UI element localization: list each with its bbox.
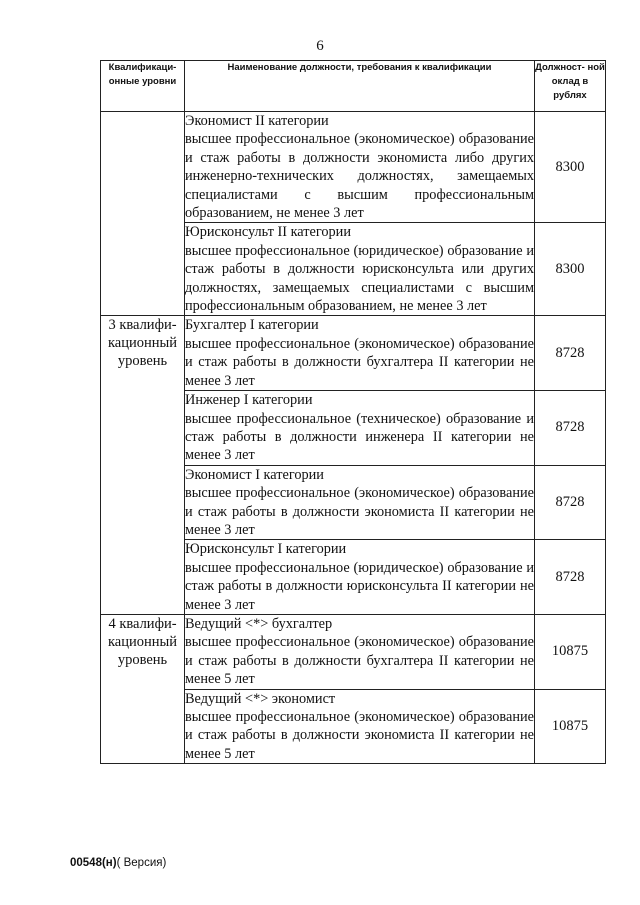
position-title: Экономист II категории: [185, 113, 329, 129]
salary-value: 8728: [535, 316, 606, 391]
position-title: Ведущий <*> бухгалтер: [185, 615, 333, 632]
position-requirements: высшее профессиональное (юридическое) образование и стаж работы в должности юрисконсульта II категории не менее 3 лет: [185, 559, 534, 613]
position-requirements: высшее профессиональное (экономическое) образование и стаж работы в должности бухгалтера II категории не менее 5 лет: [185, 634, 534, 688]
position-description: [185, 112, 535, 223]
header-salary: Должност- ной оклад в рублях: [535, 61, 606, 112]
position-title: Юрисконсульт I категории: [185, 541, 347, 558]
header-position: Наименование должности, требования к квалификации: [185, 61, 535, 112]
salary-value: 10875: [535, 614, 606, 689]
position-description: [185, 316, 535, 391]
position-title: Экономист I категории: [185, 466, 324, 483]
footer: [70, 857, 166, 869]
table-body: [101, 112, 606, 764]
footer-version: ( Версия): [116, 857, 167, 869]
salary-value: 8728: [535, 391, 606, 466]
position-title: Бухгалтер I категории: [185, 317, 319, 334]
salary-value: 8728: [535, 465, 606, 540]
position-requirements: высшее профессиональное (юридическое) образование и стаж работы в должности юрисконсульта или других должностях, замещаемых специалистами с высшим профессиональным образованием, не менее 3 лет: [185, 242, 534, 315]
position-title: Юрисконсульт II категории: [185, 224, 351, 241]
qualification-table: [100, 60, 606, 764]
position-description: [185, 614, 535, 689]
position-title: Инженер I категории: [185, 392, 313, 409]
position-description: [185, 223, 535, 316]
table-row: [101, 316, 606, 391]
salary-value: 8300: [535, 223, 606, 316]
qualification-level: 4 квалифи- кационный уровень: [101, 614, 185, 763]
qualification-level: [101, 112, 185, 316]
footer-code: 00548(н): [70, 857, 117, 869]
position-title: Ведущий <*> экономист: [185, 690, 336, 707]
table-header-row: [101, 61, 606, 112]
salary-value: 10875: [535, 689, 606, 764]
table-row: [101, 112, 606, 223]
position-description: [185, 391, 535, 466]
position-requirements: высшее профессиональное (экономическое) образование и стаж работы в должности экономиста либо других инженерно-технических должностях, замещаемых специалистами с высшим профессиональным образованием, не менее 3 лет: [185, 131, 534, 222]
qualification-level: 3 квалифи- кационный уровень: [101, 316, 185, 615]
salary-value: 8728: [535, 540, 606, 615]
position-description: [185, 689, 535, 764]
position-requirements: высшее профессиональное (экономическое) образование и стаж работы в должности экономиста II категории не менее 5 лет: [185, 709, 534, 762]
position-requirements: высшее профессиональное (техническое) образование и стаж работы в должности инженера II категории не менее 3 лет: [185, 410, 534, 464]
position-requirements: высшее профессиональное (экономическое) образование и стаж работы в должности экономиста II категории не менее 3 лет: [185, 485, 534, 538]
position-description: [185, 465, 535, 540]
position-description: [185, 540, 535, 615]
salary-value: 8300: [535, 112, 606, 223]
table-row: [101, 614, 606, 689]
header-level: Квалификаци- онные уровни: [101, 61, 185, 112]
position-requirements: высшее профессиональное (экономическое) образование и стаж работы в должности бухгалтера II категории не менее 3 лет: [185, 335, 534, 389]
page-number: 6: [316, 38, 324, 54]
